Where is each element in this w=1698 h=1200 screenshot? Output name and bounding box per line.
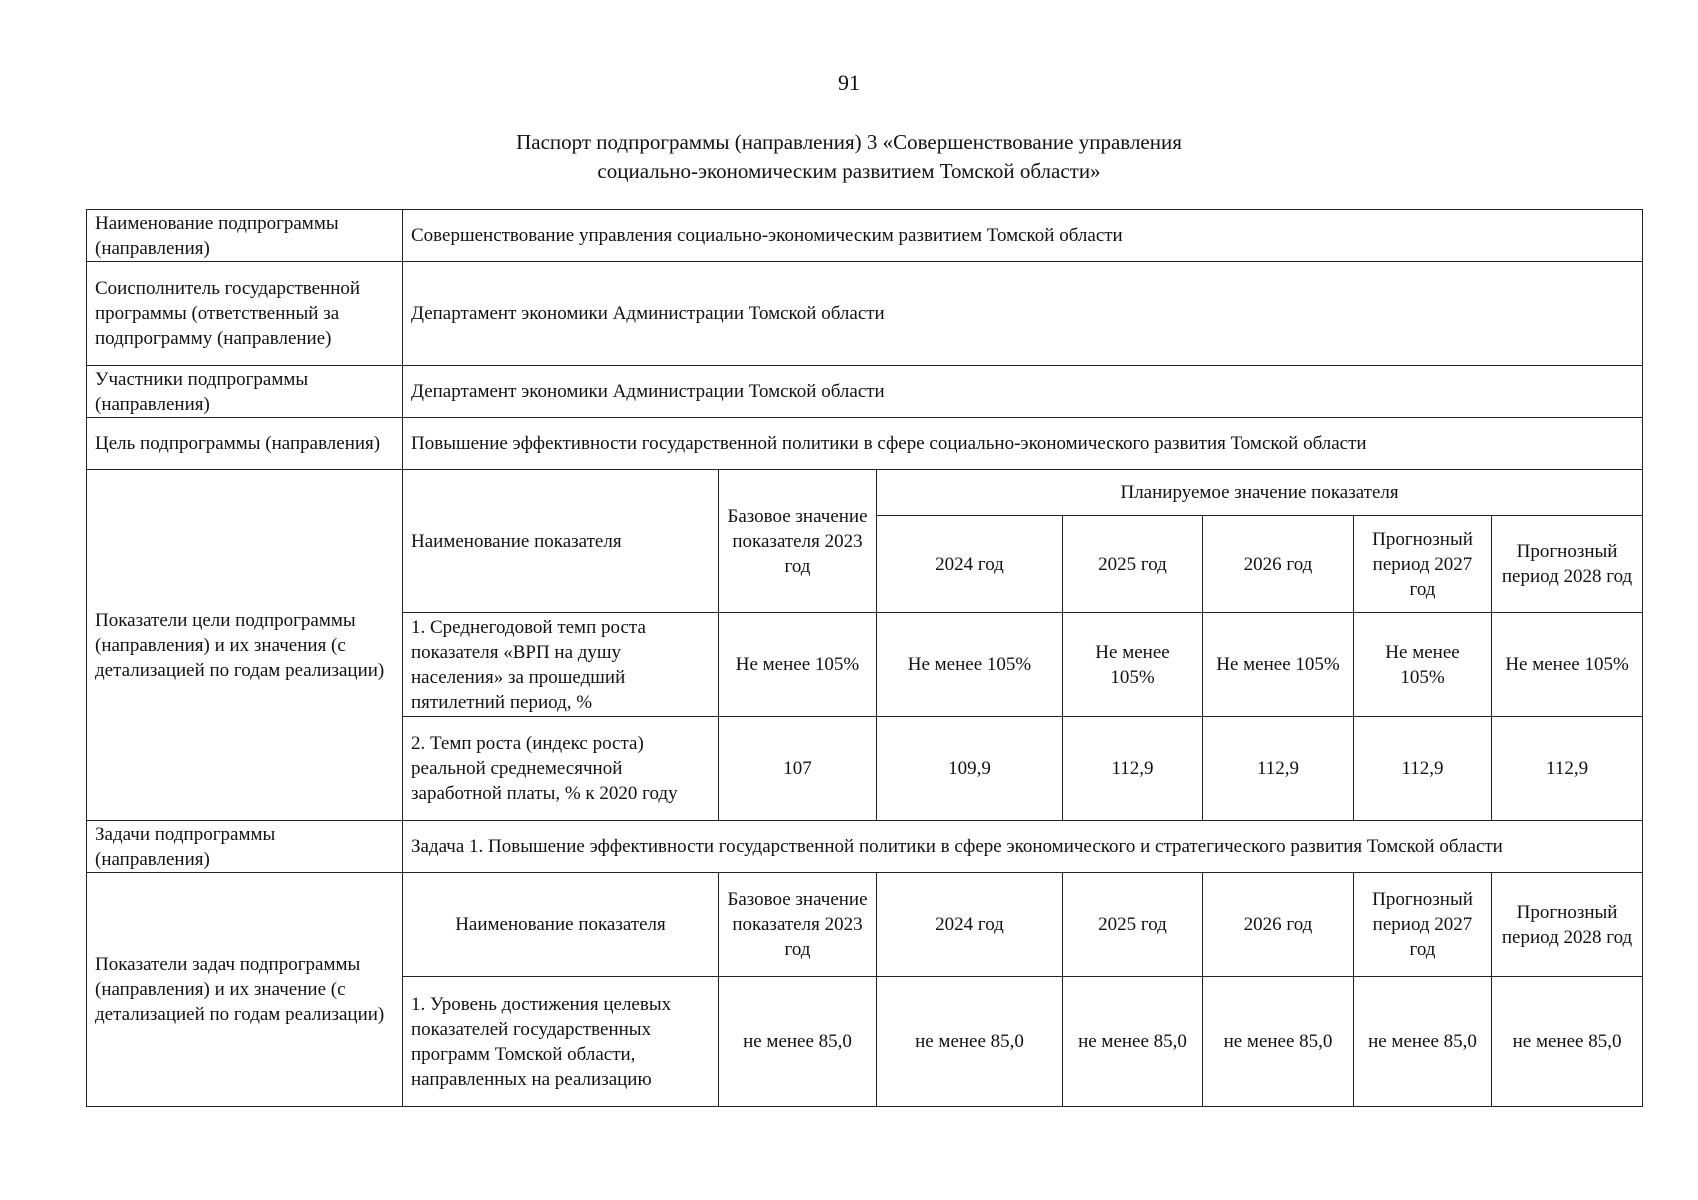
goal-header-planned-value: Планируемое значение показателя [877,470,1643,516]
label-goal: Цель подпрограммы (направления) [87,418,403,470]
goal-indicator-1-2028: Не менее 105% [1492,613,1643,717]
goal-header-year-2027: Прогнозный период 2027 год [1354,516,1492,613]
value-goal: Повышение эффективности государственной политики в сфере социально-экономического развития Томской области [403,418,1643,470]
task-header-year-2026: 2026 год [1203,873,1354,977]
goal-header-year-2024: 2024 год [877,516,1063,613]
label-subprogram-name: Наименование подпрограммы (направления) [87,210,403,262]
title-line-2: социально-экономическим развитием Томской области» [597,159,1101,183]
label-coexecutor: Соисполнитель государственной программы (ответственный за подпрограмму (направление) [87,262,403,366]
goal-header-indicator-name: Наименование показателя [403,470,719,613]
passport-table [86,209,1643,1107]
goal-indicator-1-2025: Не менее 105% [1063,613,1203,717]
task-header-year-2027: Прогнозный период 2027 год [1354,873,1492,977]
goal-indicator-1-base: Не менее 105% [719,613,877,717]
page-number: 91 [838,70,860,95]
goal-indicator-2-base: 107 [719,717,877,821]
label-participants: Участники подпрограммы (направления) [87,366,403,418]
value-participants: Департамент экономики Администрации Томской области [403,366,1643,418]
goal-indicator-2-2026: 112,9 [1203,717,1354,821]
label-goal-indicators: Показатели цели подпрограммы (направления) и их значения (с детализацией по годам реализации) [87,470,403,821]
goal-indicator-1-2024: Не менее 105% [877,613,1063,717]
task-header-year-2028: Прогнозный период 2028 год [1492,873,1643,977]
goal-indicator-1-name: 1. Среднегодовой темп роста показателя «ВРП на душу населения» за прошедший пятилетний период, % [403,613,719,717]
task-indicators-header [87,873,1643,977]
task-header-base-value: Базовое значение показателя 2023 год [719,873,877,977]
row-tasks [87,821,1643,873]
task-indicator-1-name: 1. Уровень достижения целевых показателей государственных программ Томской области, направленных на реализацию [403,977,719,1107]
goal-indicator-2-2028: 112,9 [1492,717,1643,821]
task-indicator-1-2025: не менее 85,0 [1063,977,1203,1107]
goal-header-year-2025: 2025 год [1063,516,1203,613]
goal-indicator-1-2026: Не менее 105% [1203,613,1354,717]
goal-indicator-2-2027: 112,9 [1354,717,1492,821]
title-line-1: Паспорт подпрограммы (направления) 3 «Совершенствование управления [516,130,1182,154]
label-tasks: Задачи подпрограммы (направления) [87,821,403,873]
row-goal [87,418,1643,470]
task-header-year-2025: 2025 год [1063,873,1203,977]
goal-indicators-header-1 [87,470,1643,516]
row-subprogram-name [87,210,1643,262]
value-coexecutor: Департамент экономики Администрации Томской области [403,262,1643,366]
task-indicator-1-2027: не менее 85,0 [1354,977,1492,1107]
task-header-indicator-name: Наименование показателя [403,873,719,977]
task-indicator-1-2028: не менее 85,0 [1492,977,1643,1107]
goal-indicator-2-2025: 112,9 [1063,717,1203,821]
goal-header-year-2028: Прогнозный период 2028 год [1492,516,1643,613]
row-coexecutor [87,262,1643,366]
task-indicator-1-base: не менее 85,0 [719,977,877,1107]
goal-header-base-value: Базовое значение показателя 2023 год [719,470,877,613]
row-participants [87,366,1643,418]
value-tasks: Задача 1. Повышение эффективности государственной политики в сфере экономического и стратегического развития Томской области [403,821,1643,873]
value-subprogram-name: Совершенствование управления социально-экономическим развитием Томской области [403,210,1643,262]
task-header-year-2024: 2024 год [877,873,1063,977]
goal-indicator-1-2027: Не менее 105% [1354,613,1492,717]
goal-indicator-2-2024: 109,9 [877,717,1063,821]
task-indicator-1-2026: не менее 85,0 [1203,977,1354,1107]
goal-header-year-2026: 2026 год [1203,516,1354,613]
goal-indicator-2-name: 2. Темп роста (индекс роста) реальной среднемесячной заработной платы, % к 2020 году [403,717,719,821]
label-task-indicators: Показатели задач подпрограммы (направления) и их значение (с детализацией по годам реализации) [87,873,403,1107]
task-indicator-1-2024: не менее 85,0 [877,977,1063,1107]
document-title [0,128,1698,186]
